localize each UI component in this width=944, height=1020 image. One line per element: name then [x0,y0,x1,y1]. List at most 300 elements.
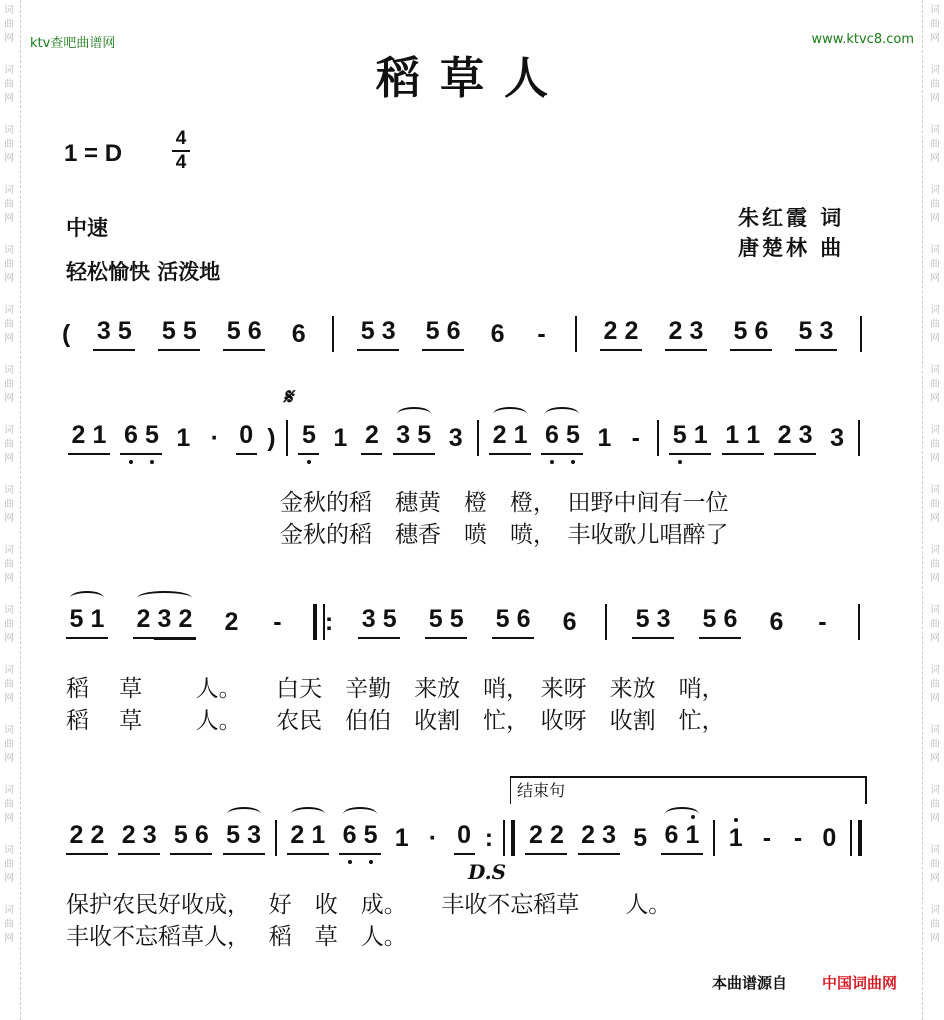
score-system-1 [62,314,862,354]
note: 1 [394,823,409,852]
score-system-3 [66,602,860,642]
beamed-group [66,821,108,855]
watermark-char: 网 [4,213,14,224]
watermark-char: 词 [4,305,14,316]
note: 3 [656,605,671,633]
note: 3 [798,421,813,449]
slur-mark [665,807,699,821]
watermark-gap [928,586,942,604]
note: 5 [298,421,319,450]
watermark-char: 词 [4,365,14,376]
note: 3 [361,605,376,633]
slur-mark [493,407,527,421]
watermark-char: 词 [930,905,940,916]
note: 5 [702,605,717,633]
watermark-char: 曲 [930,19,940,30]
beamed-group [795,317,837,351]
composer: 唐楚林 曲 [738,236,845,260]
note: 2 [178,605,193,633]
watermark-gap [2,706,16,724]
watermark-char: 网 [930,213,940,224]
note: 1 [176,423,191,452]
watermark-char: 曲 [930,319,940,330]
beamed-group [600,317,642,351]
watermark-char: 网 [930,933,940,944]
watermark-char: 网 [930,633,940,644]
barline [332,316,334,352]
note: 2 [603,317,618,345]
watermark-gap [2,106,16,124]
note: - [537,319,546,348]
beamed-group [223,317,265,351]
note: · [428,823,438,852]
watermark-char: 词 [930,305,940,316]
note: 0 [457,821,471,849]
watermark-char: 网 [4,393,14,404]
watermark-char: 曲 [930,619,940,630]
lyric-line: 稻 草 人。 农民 伯伯 收割 忙， 收呀 收割 忙， [66,708,725,734]
watermark-gap [928,646,942,664]
watermark-char: 曲 [930,799,940,810]
note: 1 [682,821,703,850]
note: 2 [777,421,792,449]
note: 2 [364,421,379,449]
note: 6 [754,317,769,345]
watermark-char: 网 [930,573,940,584]
note: 5 [417,421,432,449]
note: 2 [224,607,239,636]
source-label: 本曲谱源自 [712,974,788,992]
watermark-gap [928,466,942,484]
note: 3 [142,821,157,849]
note: 3 [96,317,111,345]
barline [313,604,325,640]
beamed-group [730,317,772,351]
note: 5 [495,605,510,633]
watermark-char: 网 [4,573,14,584]
repeat-start-barline [313,604,333,640]
watermark-char: 词 [4,245,14,256]
beamed-group [158,317,200,351]
watermark-gap [2,886,16,904]
watermark-gap [2,946,16,964]
watermark-char: 网 [4,873,14,884]
watermark-char: 曲 [4,619,14,630]
beamed-group [632,605,674,639]
watermark-gap [2,646,16,664]
watermark-gap [2,466,16,484]
watermark-char: 网 [930,93,940,104]
note: 2 [668,317,683,345]
watermark-char: 词 [4,485,14,496]
note: 2 [71,421,86,449]
beamed-group [665,317,707,351]
note: - [818,607,827,636]
watermark-char: 曲 [4,259,14,270]
lyric-line: 丰收不忘稻草人， 稻 草 人。 [66,924,407,950]
watermark-char: 网 [4,153,14,164]
note: 3 [689,317,704,345]
note: 3 [381,317,396,345]
watermark-gap [928,286,942,304]
watermark-char: 网 [4,513,14,524]
watermark-gap [928,886,942,904]
note: 5 [562,421,583,450]
watermark-char: 曲 [930,559,940,570]
note: 5 [226,317,241,345]
beamed-group [492,605,534,639]
barline [858,604,860,640]
beamed-group [68,421,110,455]
bracket-mark: ( [62,319,71,348]
beamed-group [489,421,531,455]
watermark-char: 曲 [4,439,14,450]
watermark-gap [2,526,16,544]
beamed-group [541,421,583,455]
watermark-char: 网 [4,333,14,344]
note: 5 [798,317,813,345]
note: 3 [157,605,172,633]
watermark-gap [2,346,16,364]
watermark-gap [2,166,16,184]
beamed-group [422,317,464,351]
watermark-char: 网 [930,333,940,344]
watermark-char: 词 [930,845,940,856]
watermark-char: 词 [4,665,14,676]
watermark-char: 曲 [930,139,940,150]
note: 3 [602,821,617,849]
watermark-char: 网 [930,453,940,464]
slur-mark [545,407,579,421]
watermark-char: 曲 [4,919,14,930]
watermark-char: 网 [4,633,14,644]
note: 2 [624,317,639,345]
score-system-2 [68,418,860,458]
watermark-char: 网 [930,33,940,44]
beamed-group [454,821,475,855]
watermark-char: 词 [4,185,14,196]
note: 6 [541,421,562,450]
slur-mark [291,807,325,821]
watermark-char: 曲 [930,859,940,870]
watermark-char: 词 [930,185,940,196]
beamed-group [578,821,620,855]
watermark-char: 网 [930,813,940,824]
note: 1 [90,605,105,633]
note: 0 [239,421,254,449]
expression: 轻松愉快 活泼地 [66,260,221,284]
lyric-line: 稻 草 人。 白天 辛勤 来放 哨， 来呀 来放 哨， [66,676,725,702]
watermark-char: 曲 [930,79,940,90]
watermark-char: 词 [930,5,940,16]
beamed-group [236,421,257,455]
note: 6 [664,821,679,849]
note: 6 [339,821,360,850]
watermark-char: 曲 [4,739,14,750]
song-title: 稻草人 [376,53,568,104]
watermark-gap [2,826,16,844]
watermark-gap [2,286,16,304]
watermark-char: 词 [4,125,14,136]
watermark-char: 网 [4,693,14,704]
note: - [793,823,803,852]
note: 5 [633,823,648,852]
note: 0 [822,823,837,852]
note: 6 [562,607,577,636]
watermark-char: 网 [4,453,14,464]
beamed-group [525,821,567,855]
watermark-char: 词 [4,605,14,616]
note: - [762,823,772,852]
watermark-char: 曲 [930,439,940,450]
note: 5 [69,605,84,633]
note: 6 [446,317,461,345]
beamed-group [699,605,741,639]
watermark-char: 曲 [4,679,14,690]
watermark-char: 网 [930,393,940,404]
watermark-char: 曲 [4,859,14,870]
note: 6 [291,319,306,348]
note: 3 [448,423,463,452]
watermark-char: 网 [4,813,14,824]
barline [275,820,277,856]
watermark-char: 词 [930,725,940,736]
beamed-group [120,421,162,455]
beamed-group [133,605,196,639]
note: 1 [311,821,326,849]
note: 2 [528,821,543,849]
repeat-dots: : [324,607,334,636]
note: 5 [425,317,440,345]
watermark-gap [2,226,16,244]
watermark-char: 曲 [4,499,14,510]
watermark-char: 曲 [930,259,940,270]
note: 6 [120,421,141,450]
watermark-char: 网 [4,933,14,944]
watermark-char: 曲 [4,139,14,150]
note: 5 [449,605,464,633]
score-system-4 [66,818,862,858]
note: 5 [428,605,443,633]
watermark-char: 曲 [4,319,14,330]
note: 6 [723,605,738,633]
divider-left [20,0,21,1020]
barline [605,604,607,640]
watermark-char: 曲 [930,499,940,510]
note: 1 [746,421,761,449]
barline [575,316,577,352]
note: 5 [173,821,188,849]
watermark-char: 网 [4,273,14,284]
watermark-char: 网 [930,153,940,164]
watermark-gap [928,346,942,364]
watermark-char: 网 [930,873,940,884]
note: 2 [69,821,84,849]
watermark-char: 词 [4,905,14,916]
note: 6 [247,317,262,345]
ending-bracket: 结束句 [510,776,867,804]
note: - [631,423,640,452]
note: 5 [226,821,240,849]
lyric-line: 金秋的稻 穗黄 橙 橙， 田野中间有一位 [280,490,729,516]
watermark-char: 词 [930,665,940,676]
watermark-gap [2,586,16,604]
note: 1 [92,421,107,449]
watermark-char: 网 [930,513,940,524]
note: 6 [194,821,209,849]
watermark-char: 词 [930,65,940,76]
slur-mark [137,591,192,605]
watermark-char: 曲 [930,739,940,750]
dal-segno-mark: D.S [468,860,507,884]
note: 5 [669,421,690,450]
bracket-mark: ) [267,423,276,452]
watermark-char: 曲 [930,679,940,690]
watermark-char: 词 [4,65,14,76]
note: 5 [360,317,375,345]
source-site-link[interactable]: 中国词曲网 [822,974,898,992]
watermark-char: 网 [930,273,940,284]
note: 5 [141,421,162,450]
watermark-char: 词 [4,425,14,436]
note: 5 [635,605,650,633]
note: 2 [492,421,507,449]
note: · [210,423,219,452]
watermark-gap [928,226,942,244]
watermark-gap [928,526,942,544]
lyric-line: 金秋的稻 穗香 喷 喷， 丰收歌儿唱醉了 [280,522,729,548]
beamed-group [358,605,400,639]
barline [860,316,862,352]
watermark-gap [928,826,942,844]
slur-mark [70,591,104,605]
double-beamed-group [154,605,196,640]
watermark-right [928,4,942,964]
time-signature [172,128,190,174]
watermark-char: 词 [930,785,940,796]
tempo: 中速 [66,216,108,240]
beamed-group [774,421,816,455]
divider-right [922,0,923,1020]
beamed-group [298,421,319,455]
watermark-char: 网 [4,33,14,44]
note: 5 [117,317,132,345]
beamed-group [357,317,399,351]
watermark-char: 词 [4,845,14,856]
note: 2 [549,821,564,849]
watermark-gap [928,706,942,724]
note: 1 [693,421,708,449]
note: 2 [581,821,596,849]
note: 1 [725,824,746,853]
note: 1 [725,421,740,449]
barline [286,420,288,456]
lyric-line: 保护农民好收成， 好 收 成。 丰收不忘稻草 人。 [66,892,672,918]
watermark-char: 网 [930,693,940,704]
beamed-group [118,821,160,855]
lyricist: 朱红霞 词 [738,206,845,230]
watermark-char: 词 [4,725,14,736]
note: 3 [247,821,261,849]
slur-mark [227,807,261,821]
note: 5 [733,317,748,345]
site-link-right[interactable]: www.ktvc8.com [811,32,914,47]
beamed-group [287,821,329,855]
note: 6 [490,319,505,348]
note: 1 [597,423,612,452]
key-signature: 1 = D [64,140,123,167]
watermark-char: 词 [930,485,940,496]
watermark-char: 曲 [4,799,14,810]
beamed-group [661,821,703,855]
barline [858,420,860,456]
watermark-gap [928,946,942,964]
watermark-gap [2,406,16,424]
bracket-mark: : [484,823,494,852]
beamed-group [361,421,382,455]
site-link-left[interactable]: ktv查吧曲谱网 [30,36,116,51]
time-top: 4 [175,128,187,149]
watermark-char: 词 [4,785,14,796]
watermark-char: 曲 [930,199,940,210]
note: 5 [360,821,381,850]
watermark-char: 网 [4,753,14,764]
watermark-char: 词 [4,5,14,16]
note: 6 [516,605,531,633]
watermark-char: 词 [930,605,940,616]
watermark-char: 词 [930,365,940,376]
note: - [273,607,282,636]
slur-mark [397,407,431,421]
watermark-gap [2,766,16,784]
beamed-group [669,421,711,455]
double-barline [503,820,515,856]
note: 5 [382,605,397,633]
barline [477,420,479,456]
slur-mark [343,807,377,821]
watermark-char: 曲 [930,919,940,930]
note: 5 [182,317,197,345]
beamed-group [223,821,265,855]
note: 2 [90,821,105,849]
watermark-char: 词 [930,425,940,436]
note: 2 [290,821,305,849]
note: 3 [396,421,411,449]
watermark-char: 曲 [4,199,14,210]
watermark-char: 词 [930,545,940,556]
beamed-group [170,821,212,855]
watermark-left [2,4,16,964]
watermark-char: 词 [930,245,940,256]
beamed-group [425,605,467,639]
watermark-gap [928,166,942,184]
watermark-gap [928,106,942,124]
beamed-group [66,605,108,639]
watermark-char: 曲 [4,79,14,90]
segno-sign: 𝄋 [283,384,293,410]
watermark-char: 网 [4,93,14,104]
note: 3 [819,317,834,345]
watermark-gap [928,406,942,424]
watermark-char: 曲 [930,379,940,390]
note: 6 [769,607,784,636]
watermark-char: 曲 [4,19,14,30]
watermark-char: 词 [4,545,14,556]
watermark-char: 词 [930,125,940,136]
note: 3 [830,423,844,452]
beamed-group [722,421,764,455]
watermark-gap [928,766,942,784]
